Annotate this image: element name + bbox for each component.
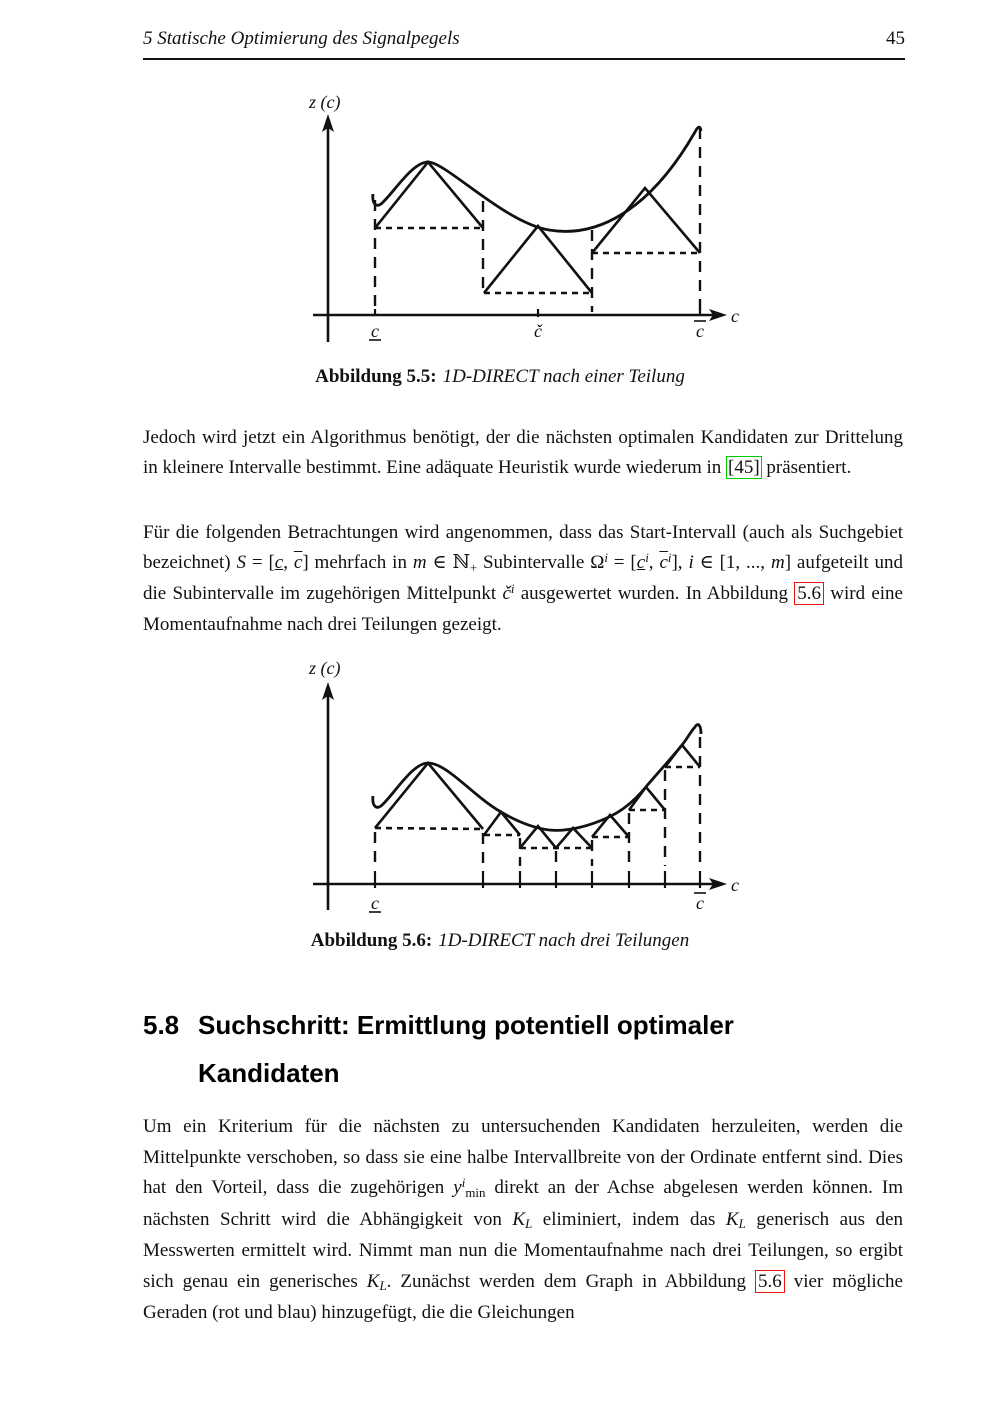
paragraph-2	[143, 518, 908, 640]
y-axis-label: z (c)	[309, 658, 341, 678]
text-run: L	[379, 1278, 387, 1294]
text-run: c	[636, 552, 646, 573]
caption-figure-5-5	[0, 366, 1000, 388]
text-run: wird eine Momentaufnahme nach drei Teilungen gezeigt.	[143, 583, 908, 635]
text-run: $\overline{c}$	[293, 552, 303, 573]
section-title	[198, 1001, 734, 1097]
paragraph-1	[143, 423, 908, 483]
chapter-title: 5 Statische Optimierung des Signalpegels	[143, 28, 460, 49]
caption-text: 1D-DIRECT nach drei Teilungen	[438, 930, 690, 951]
figure-5-6-plot	[297, 650, 747, 922]
figure-5-5-plot	[297, 88, 747, 354]
text-run: . Zunächst werden dem Graph in Abbildung	[386, 1270, 756, 1292]
text-run: eliminiert, indem das	[532, 1208, 726, 1230]
text-run: = [	[245, 552, 275, 573]
figure-5-6	[297, 650, 747, 927]
tent-2	[484, 812, 520, 835]
figure-ref-5-6[interactable]: 5.6	[755, 1270, 785, 1293]
figure-5-5	[297, 88, 747, 359]
text-run: i	[645, 550, 649, 566]
page-number: 45	[886, 28, 905, 49]
text-run: m	[412, 552, 427, 573]
text-run: ] mehrfach in	[302, 552, 413, 573]
text-run: Jedoch wird jetzt ein Algorithmus benötigt, der die nächsten optimalen Kandidaten zur Drittelung in kleinere Intervalle bestimmt. Eine adäquate Heuristik wurde wiederum in	[143, 427, 908, 478]
section-title-line-2: Kandidaten	[198, 1058, 340, 1088]
text-run: i	[667, 550, 672, 566]
caption-text: 1D-DIRECT nach einer Teilung	[442, 366, 685, 387]
text-run: min	[465, 1184, 486, 1200]
text-run: ∈ ℕ	[426, 552, 470, 573]
caption-figure-5-6	[0, 930, 1000, 952]
header-rule	[143, 58, 905, 60]
text-run: Subintervalle Ω	[477, 552, 605, 573]
text-run: i	[461, 1175, 466, 1191]
objective-function-curve	[373, 127, 701, 231]
paragraph-3	[143, 1112, 908, 1329]
citation-45[interactable]: [45]	[728, 457, 760, 478]
text-run: ],	[671, 552, 689, 573]
text-run: K	[725, 1208, 739, 1230]
text-run: +	[469, 559, 478, 575]
text-run: ,	[648, 552, 660, 573]
text-run: ∈ [1, ...,	[693, 552, 771, 573]
text-run: ] aufgeteilt und die Subintervalle im zugehörigen Mittelpunkt	[143, 552, 908, 604]
text-run: = [	[607, 552, 637, 573]
figure-ref-5-6[interactable]: 5.6	[794, 582, 824, 605]
tick-label-upper-c: c	[696, 321, 704, 341]
text-run: S	[236, 552, 246, 573]
tick-label-lower-c: c	[371, 893, 379, 913]
caption-label: Abbildung 5.5:	[315, 366, 437, 387]
text-run: m	[770, 552, 785, 573]
text-run: i	[688, 552, 694, 573]
text-run: generisch aus den Messwerten ermittelt wird. Nimmt man nun die Momentaufnahme nach drei Teilungen, so ergibt sich genau ein generisches	[143, 1208, 908, 1292]
tick-label-upper-c: c	[696, 893, 704, 913]
text-run: ausgewertet wurden. In Abbildung	[514, 583, 795, 604]
section-heading-5-8	[143, 1001, 734, 1097]
text-run: i	[510, 581, 515, 597]
section-number: 5.8	[143, 1010, 180, 1040]
text-run: K	[366, 1270, 380, 1292]
x-axis-label: c	[731, 875, 739, 895]
tent-2	[484, 226, 592, 293]
tent-5	[592, 815, 629, 837]
tick-label-lower-c: c	[371, 321, 379, 341]
y-axis-label: z (c)	[309, 92, 341, 112]
text-run: c	[274, 552, 284, 573]
tick-label-mid-c: č	[534, 321, 542, 341]
text-run: K	[512, 1208, 526, 1230]
text-run: y	[453, 1177, 462, 1198]
tent-7	[665, 745, 700, 767]
objective-function-curve	[373, 725, 701, 831]
text-run: Für die folgenden Betrachtungen wird angenommen, dass das Start-Intervall (auch als Suchgebiet bezeichnet)	[143, 522, 908, 573]
text-run: i	[604, 550, 608, 566]
x-axis-label: c	[731, 306, 739, 326]
text-run: vier mögliche Geraden (rot und blau) hinzugefügt, die die Gleichungen	[143, 1270, 908, 1323]
section-title-line-1: Suchschritt: Ermittlung potentiell optimaler	[198, 1010, 734, 1040]
text-run: Um ein Kriterium für die nächsten zu untersuchenden Kandidaten herzuleiten, werden die Mittelpunkte verschoben, so dass sie eine halbe Intervallbreite von der Ordinate entfernt sind. Dies hat den Vorteil, dass die zugehörigen	[143, 1116, 908, 1198]
tent-baseline	[375, 828, 483, 829]
text-run: č	[502, 583, 511, 604]
text-run: $\overline{c}$	[659, 552, 668, 573]
text-run: L	[525, 1216, 533, 1232]
text-run: ,	[283, 552, 294, 573]
text-run: L	[738, 1216, 746, 1232]
page-header	[143, 28, 905, 50]
text-run: präsentiert.	[761, 457, 852, 478]
text-run: direkt an der Achse abgelesen werden können. Im nächsten Schritt wird die Abhängigkeit von	[143, 1177, 908, 1230]
caption-label: Abbildung 5.6:	[310, 930, 433, 951]
